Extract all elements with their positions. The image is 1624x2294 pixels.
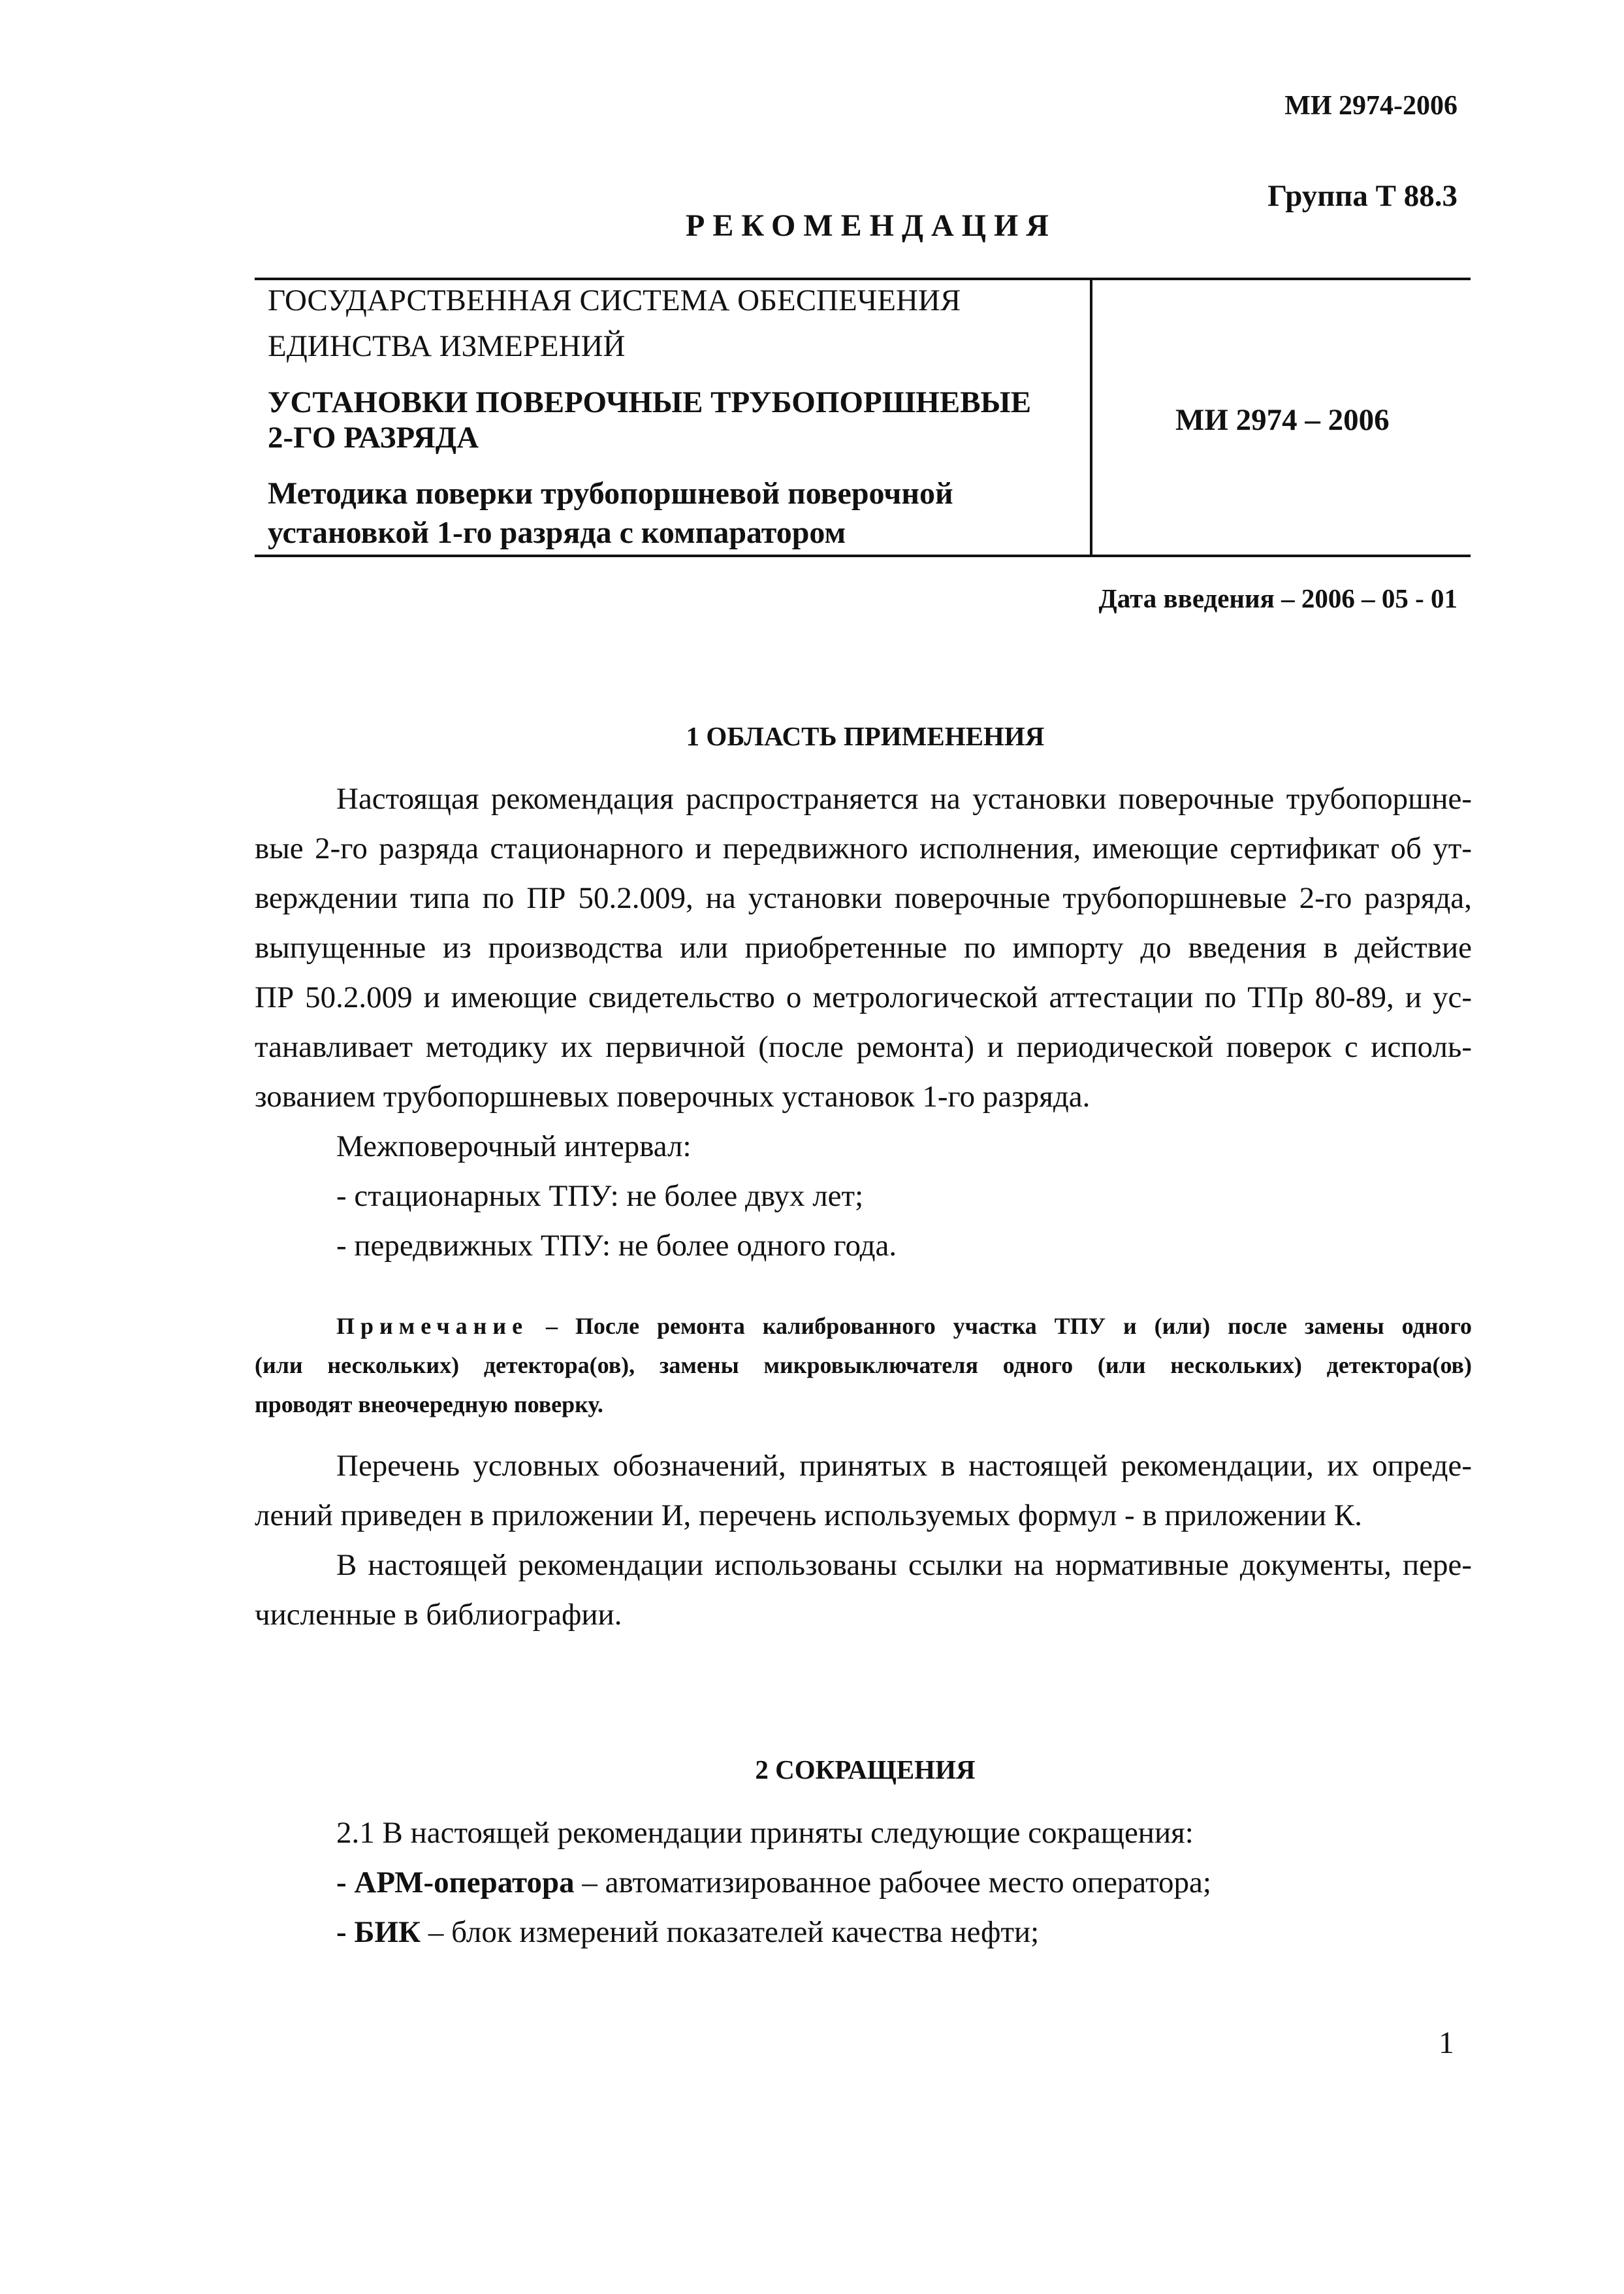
method-line1: Методика поверки трубопоршневой поверочной [268, 476, 953, 511]
paragraph-line: ПР 50.2.009 и имеющие свидетельство о метрологической аттестации по ТПр 80-89, и ус- [255, 980, 1472, 1014]
introduction-date: Дата введения – 2006 – 05 - 01 [1098, 583, 1457, 613]
classification-group: Группа Т 88.3 [1267, 179, 1457, 213]
interval-label: Межповерочный интервал: [336, 1129, 692, 1163]
section2-content [255, 1808, 1472, 1957]
title-block-divider [1090, 278, 1092, 557]
note-block [255, 1306, 1472, 1424]
paragraph-line: выпущенные из производства или приобретенные по импорту до введения в действие [255, 931, 1472, 965]
title-block-bottom-rule [255, 555, 1471, 557]
title-block-top-rule [255, 278, 1471, 280]
interval-stationary: - стационарных ТПУ: не более двух лет; [336, 1179, 864, 1213]
paragraph-line: численные в библиографии. [255, 1598, 622, 1632]
section2-heading: 2 СОКРАЩЕНИЯ [755, 1754, 976, 1785]
note-line: проводят внеочередную поверку. [255, 1391, 603, 1417]
section1-heading: 1 ОБЛАСТЬ ПРИМЕНЕНИЯ [686, 721, 1045, 751]
paragraph-line: зованием трубопоршневых поверочных установок 1-го разряда. [255, 1080, 1091, 1114]
note-line: (или нескольких) детектора(ов), замены микровыключателя одного (или нескольких) детектора(ов) [255, 1352, 1472, 1378]
interval-mobile: - передвижных ТПУ: не более одного года. [336, 1229, 897, 1263]
paragraph-line: вые 2-го разряда стационарного и передвижного исполнения, имеющие сертификат об ут- [255, 832, 1472, 865]
paragraph-line: верждении типа по ПР 50.2.009, на установки поверочные трубопоршневые 2-го разряда, [255, 881, 1472, 915]
abbreviation-term: - АРМ-оператора [336, 1866, 575, 1899]
note-label: Примечание [336, 1313, 529, 1339]
paragraph-line: В настоящей рекомендации использованы ссылки на нормативные документы, пере- [336, 1548, 1472, 1582]
abbreviation-definition: – блок измерений показателей качества нефти; [421, 1915, 1040, 1949]
abbreviations-intro: 2.1 В настоящей рекомендации приняты следующие сокращения: [336, 1816, 1194, 1850]
document-code: МИ 2974-2006 [1284, 91, 1457, 121]
paragraph-line: лений приведен в приложении И, перечень используемых формул - в приложении К. [255, 1498, 1362, 1532]
paragraph-line: Настоящая рекомендация распространяется на установки поверочные трубопоршне- [336, 782, 1472, 816]
note-line [255, 1306, 1472, 1346]
system-name-line1: ГОСУДАРСТВЕННАЯ СИСТЕМА ОБЕСПЕЧЕНИЯ [268, 283, 961, 317]
paragraph-line: танавливает методику их первичной (после ремонта) и периодической поверок с исполь- [255, 1030, 1472, 1064]
paragraph-line: Перечень условных обозначений, принятых в настоящей рекомендации, их опреде- [336, 1449, 1472, 1483]
subject-line2: 2-ГО РАЗРЯДА [268, 421, 479, 455]
method-line2: установкой 1-го разряда с компаратором [268, 515, 846, 550]
abbreviation-term: - БИК [336, 1915, 421, 1949]
page-number: 1 [1439, 2026, 1454, 2060]
section1-paragraph1 [255, 774, 1472, 1270]
abbreviation-item [255, 1907, 1472, 1957]
abbreviation-definition: – автоматизированное рабочее место оператора; [574, 1866, 1211, 1899]
recommendation-title: РЕКОМЕНДАЦИЯ [686, 208, 1057, 243]
subject-line1: УСТАНОВКИ ПОВЕРОЧНЫЕ ТРУБОПОРШНЕВЫЕ [268, 385, 1032, 419]
document-designation: МИ 2974 – 2006 [1175, 403, 1390, 437]
note-text: – После ремонта калиброванного участка ТПУ и (или) после замены одного [528, 1313, 1472, 1339]
abbreviation-item [255, 1858, 1472, 1907]
system-name-line2: ЕДИНСТВА ИЗМЕРЕНИЙ [268, 329, 626, 363]
section1-paragraph2 [255, 1441, 1472, 1640]
